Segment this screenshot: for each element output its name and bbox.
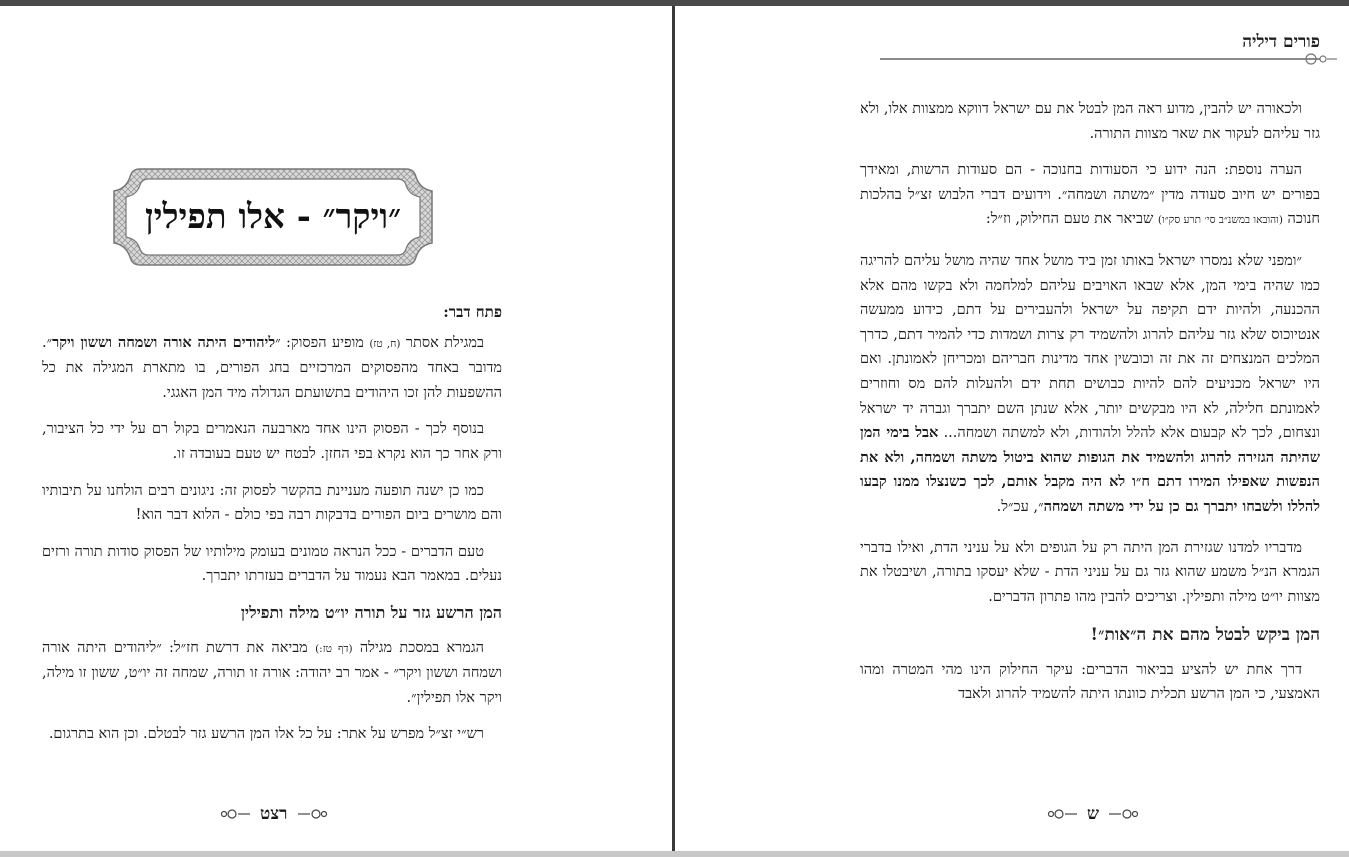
paragraph: מדבריו למדנו שגזירת המן היתה רק על הגופים ולא על עניני הדת, ואילו בדברי הגמרא הנ״ל משמע שהוא גזר גם על עניני הדת - שלא יעסקו בתורה, ושיבטלו את מצוות יו״ט מילה ותפילין. וצריכים להבין מהו פתרון הדברים. <box>860 539 1320 605</box>
page-number <box>218 805 330 823</box>
lead-heading: פתח דבר: <box>443 303 502 321</box>
folio-ornament-icon <box>296 807 330 821</box>
running-head-rule <box>880 58 1320 60</box>
paragraph: טעם הדברים - ככל הנראה טמונים בעומק מילותיו של הפסוק סודות תורה ורזים נעלים. במאמר הבא נעמוד על הדברים בעזרתו יתברך. <box>42 543 502 585</box>
paragraph: במגילת אסתר (ח, טז) מופיע הפסוק: ״ליהודים היתה אורה ושמחה וששון ויקר״. מדובר באחד מהפסוקים המרכזיים בחג הפורים, בו מתארת המגילה את כל ההשפעות להן זכו היהודים בתשועתם הגדולה מיד המן האגגי. <box>42 333 502 401</box>
quote-paragraph: ״ומפני שלא נמסרו ישראל באותו זמן ביד מושל אחד שהיה מושל עליהם להריגה כמו שהיה בימי המן, אלא שבאו האויבים עליהם למלחמה ולא בקשו מהם אלא ההכנעה, ולהיות ידם תקיפה על ישראל ולהעבירים על דתם, כידוע ממעשה אנטיוכוס שלא גזר עליהם להרוג ולהשמיד רק צרות ושמדות כדי להמיר דתם, כדרך המלכים המנצחים זה את זה וכובשין אחד מדינות חבריהם ומכריחן לאמונתן. ואם היו ישראל מכניעים להם להיות כבושים תחת ידם ולהעלות להם מס וחוזרים לאמונתם חלילה, לא היו מבקשים יותר, אלא שנתן השם יתברך וגברה יד ישראל ונצחום, לכך לא קבעום אלא להלל ולהודות, ולא למשתה ושמחה... אבל בימי המן שהיתה הגזירה להרוג ולהשמיד את הגופות שהוא ביטול משתה ושמחה, ולא את הנפשות שאפילו המירו דתם ח״ו לא היה מקבל אותם, לכך כשנצלו ממנו קבעו להללו ולשבחו יתברך גם כן על ידי משתה ושמחה״, עכ״ל. <box>860 252 1320 515</box>
window-bottom-bar <box>0 851 1349 857</box>
paragraph: בנוסף לכך - הפסוק הינו אחד מארבעה הנאמרים בקול רם על ידי כל הציבור, ורק אחר כך הוא נקרא בפי החזן. לבטח יש טעם בעובדה זו. <box>42 421 502 462</box>
page-number-label: רצט <box>260 804 288 824</box>
left-page-body <box>42 300 502 759</box>
page-number-label: ש <box>1087 804 1100 824</box>
paragraph: דרך אחת יש להציע בביאור הדברים: עיקר החילוק הינו מהי המטרה ומהו האמצעי, כי המן הרשע תכלית כוונתו היתה להשמיד להרוג ולאבד <box>860 661 1320 703</box>
page-number <box>1045 805 1141 823</box>
section-heading: המן הרשע גזר על תורה יו״ט מילה ותפילין <box>240 602 502 622</box>
folio-ornament-icon <box>1045 807 1079 821</box>
right-page <box>675 6 1349 851</box>
paragraph: ולכאורה יש להבין, מדוע ראה המן לבטל את עם ישראל דווקא ממצוות אלו, ולא גזר עליהם לעקור את שאר מצוות התורה. <box>860 101 1320 142</box>
running-head: פורים דיליה <box>1242 32 1320 52</box>
paragraph: רש״י זצ״ל מפרש על אתר: על כל אלו המן הרשע גזר לבטלם. וכן הוא בתרגום. <box>48 726 484 743</box>
running-head-ornament-icon <box>1301 50 1337 68</box>
right-page-body <box>860 97 1320 719</box>
folio-ornament-icon <box>218 807 252 821</box>
chapter-title: ״ויקר״ - אלו תפילין <box>144 197 402 237</box>
paragraph: הגמרא במסכת מגילה (דף טז:) מביאה את דרשת חז״ל: ״ליהודים היתה אורה ושמחה וששון ויקר״ - אמר רב יהודה: אורה זו תורה, שמחה זה יו״ט, ששון זו מילה, ויקר אלו תפילין״. <box>42 639 502 706</box>
folio-ornament-icon <box>1107 807 1141 821</box>
section-heading: המן ביקש לבטל מהם את ה״אות״! <box>1090 625 1320 646</box>
paragraph: הערה נוספת: הנה ידוע כי הסעודות בחנוכה - הם סעודות הרשות, ומאידך בפורים יש חיוב סעודה מדין ״משתה ושמחה״. וידועים דברי הלבוש זצ״ל בהלכות חנוכה (והובאו במשנ״ב סי׳ תרע סק״ו) שביאר את טעם החילוק, וז״ל: <box>860 162 1320 228</box>
paragraph: כמו כן ישנה תופעה מעניינת בהקשר לפסוק זה: ניגונים רבים הולחנו על תיבותיו והם מושרים ביום הפורים בדבקות רבה בפי כולם - הלוא דבר הוא! <box>42 482 502 524</box>
left-page <box>0 6 672 851</box>
